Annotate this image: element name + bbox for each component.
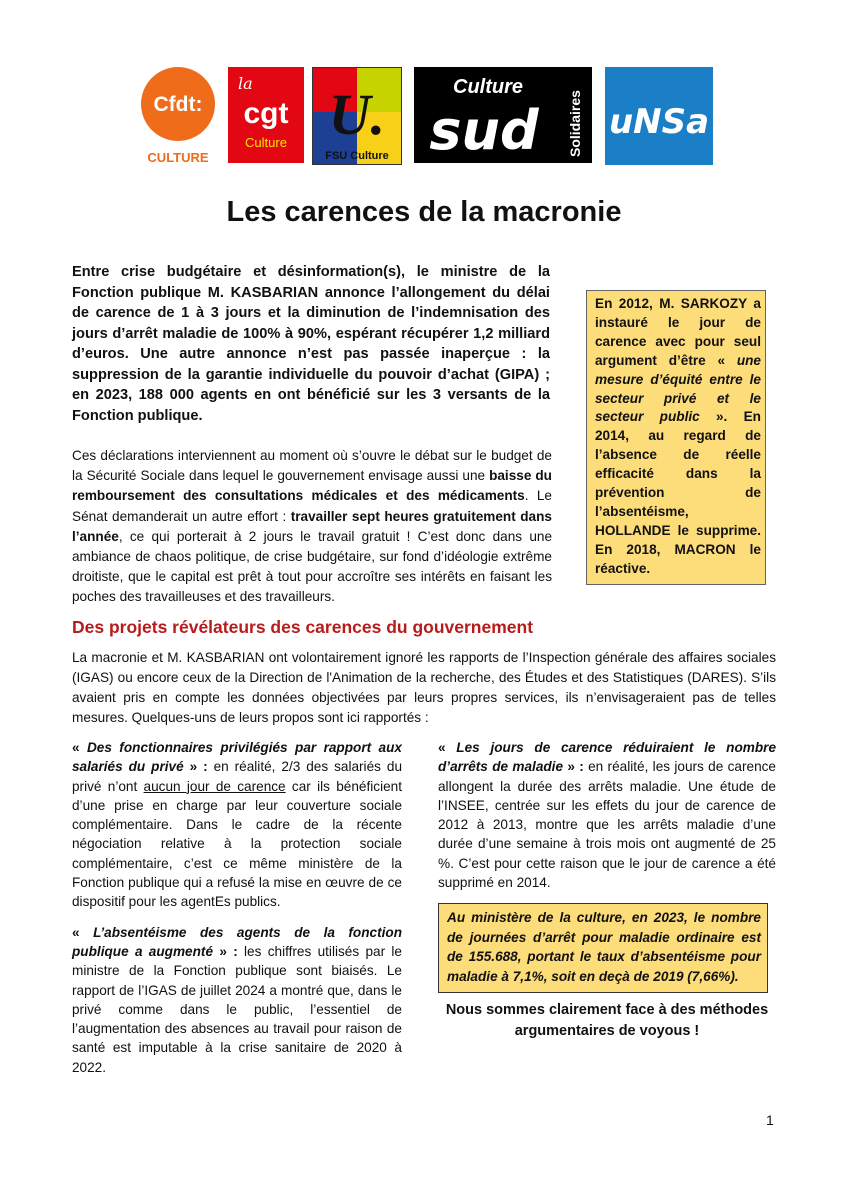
fsu-sub-text: FSU Culture: [325, 150, 389, 162]
p2-bold-b: baisse du remboursement des consultations médicales et des médicaments: [72, 468, 552, 504]
history-sidebox: [586, 290, 766, 585]
intro-paragraph: Entre crise budgétaire et désinformation(s), le ministre de la Fonction publique M. KASBARIAN annonce l’allongement du délai de carence de 1 à 3 jours et la diminution de l’indemnisation des jours d’arrêt maladie de 100% à 90%, espérant récupérer 1,2 milliard d’euros. Une autre annonce n’est pas passée inaperçue : la suppression de la garantie individuelle du pouvoir d’achat (GIPA) ; en 2023, 188 000 agents en ont bénéficié sur les 3 versants de la Fonction publique.: [72, 264, 550, 424]
fsu-culture-logo: [312, 67, 402, 165]
argument-underlined: aucun jour de carence: [143, 778, 286, 794]
cfdt-culture-logo: [138, 66, 220, 166]
cfdt-sub-text: CULTURE: [147, 150, 209, 165]
unsa-logo: [605, 67, 713, 165]
cgt-sub-text: Culture: [245, 135, 287, 150]
cgt-culture-logo: [228, 67, 304, 163]
cfdt-brand-text: Cfdt:: [153, 93, 203, 116]
sud-top-text: Culture: [453, 76, 523, 98]
left-column: [72, 738, 402, 1077]
p2-text-c: . Le Sénat demanderait un autre effort :: [72, 488, 552, 524]
quote-open: «: [72, 740, 87, 755]
unsa-brand-text: uNSa: [608, 102, 710, 142]
quote-text: Des fonctionnaires privilégiés par rapport aux salariés du privé: [72, 740, 402, 775]
page-title: Les carences de la macronie: [226, 196, 622, 228]
argument-text-b: car ils bénéficient d’une prise en charge par leur couverture sociale complémentaire. Dans le cadre de la récente négociation relative à la protection sociale complémentaire, c’est ce même ministère de la Fonction publique qui a refusé la mise en œuvre de ce dispositif pour les agentEs publics.: [72, 778, 402, 910]
cgt-brand-text: cgt: [243, 97, 289, 130]
sidebox-text-a: En 2012, M. SARKOZY a instauré le jour de carence avec pour seul argument d’être «: [595, 296, 761, 368]
quote-close: » :: [563, 759, 589, 775]
quote-close: » :: [183, 759, 214, 775]
p2-text-e: , ce qui porterait à 2 jours le travail gratuit ! C’est donc dans une ambiance de chaos politique, de crise budgétaire, sur fond d’idéologie extrême droitiste, que le capital est prêt à tout pour accroître ses intérêts en faisant les poches des travailleuses et des travailleurs.: [72, 528, 552, 605]
sud-brand-text: sud: [429, 99, 539, 162]
sud-side-text: Solidaires: [567, 90, 583, 157]
p2-bold-d: travailler sept heures gratuitement dans l’année: [72, 508, 552, 544]
argument-carence-reduces-absences: [438, 738, 776, 892]
quote-text: Les jours de carence réduiraient le nombre d’arrêts de maladie: [438, 740, 777, 775]
sud-culture-solidaires-logo: [414, 67, 592, 163]
argument-absenteeism-increase: [72, 923, 402, 1077]
conclusion: Nous sommes clairement face à des méthodes argumentaires de voyous !: [445, 1002, 769, 1039]
quote-text: L’absentéisme des agents de la fonction publique a augmenté: [72, 924, 403, 959]
cgt-la-text: la: [238, 74, 253, 93]
context-paragraph: [72, 446, 552, 608]
argument-text-a: en réalité, 2/3 des salariés du privé n’ont: [72, 759, 403, 794]
quote-close: » :: [213, 943, 245, 959]
sidebox-quote: une mesure d’équité entre le secteur privé et le secteur public: [595, 352, 761, 425]
argument-text-a: en réalité, les jours de carence allongent la durée des arrêts maladie. Une étude de l’INSEE, centrée sur les effets du jour de carence de 2012 à 2013, montre que les arrêts maladie d’une durée d’une semaine à trois mois ont augmenté de 25 %. C’est pour cette raison que le jour de carence a été supprimé en 2014.: [438, 759, 776, 891]
fsu-brand-text: U.: [328, 82, 386, 147]
section-title: Des projets révélateurs des carences du gouvernement: [72, 617, 534, 637]
argument-privileged-civil-servants: [72, 738, 402, 912]
quote-open: «: [72, 924, 94, 940]
right-column: [438, 738, 776, 892]
culture-ministry-statistic-box: Au ministère de la culture, en 2023, le nombre de journées d’arrêt pour maladie ordinaire est de 155.688, portant le taux d’absentéisme pour maladie à 7,1%, soit en deçà de 2019 (7,66%).: [438, 903, 768, 993]
reports-paragraph: La macronie et M. KASBARIAN ont volontairement ignoré les rapports de l’Inspection générale des affaires sociales (IGAS) ou encore ceux de la Direction de l'Animation de la recherche, des Études et des Statistiques (DARES). S’ils avaient pris en compte les données objectivées par leurs propres services, ils n’envisageraient pas de telles mesures. Quelques-uns de leurs propos sont ici rapportés :: [72, 650, 776, 725]
quote-open: «: [438, 740, 457, 755]
argument-text-a: les chiffres utilisés par le ministre de la Fonction publique sont biaisés. Le rapport de l’IGAS de juillet 2024 a montré que, dans le privé comme dans le public, l’essentiel de l’augmentation des absences au travail pour raison de santé est imputable à la crise sanitaire de 2020 à 2022.: [72, 943, 402, 1075]
page-number: 1: [766, 1112, 774, 1128]
p2-text-a: Ces déclarations interviennent au moment où s’ouvre le débat sur le budget de la Sécurité Sociale dans lequel le gouvernement envisage aussi une: [72, 448, 552, 484]
sidebox-text-c: ». En 2014, au regard de l’absence de réelle efficacité dans la prévention de l’absentéisme, HOLLANDE le supprime. En 2018, MACRON le réactive.: [595, 409, 761, 576]
